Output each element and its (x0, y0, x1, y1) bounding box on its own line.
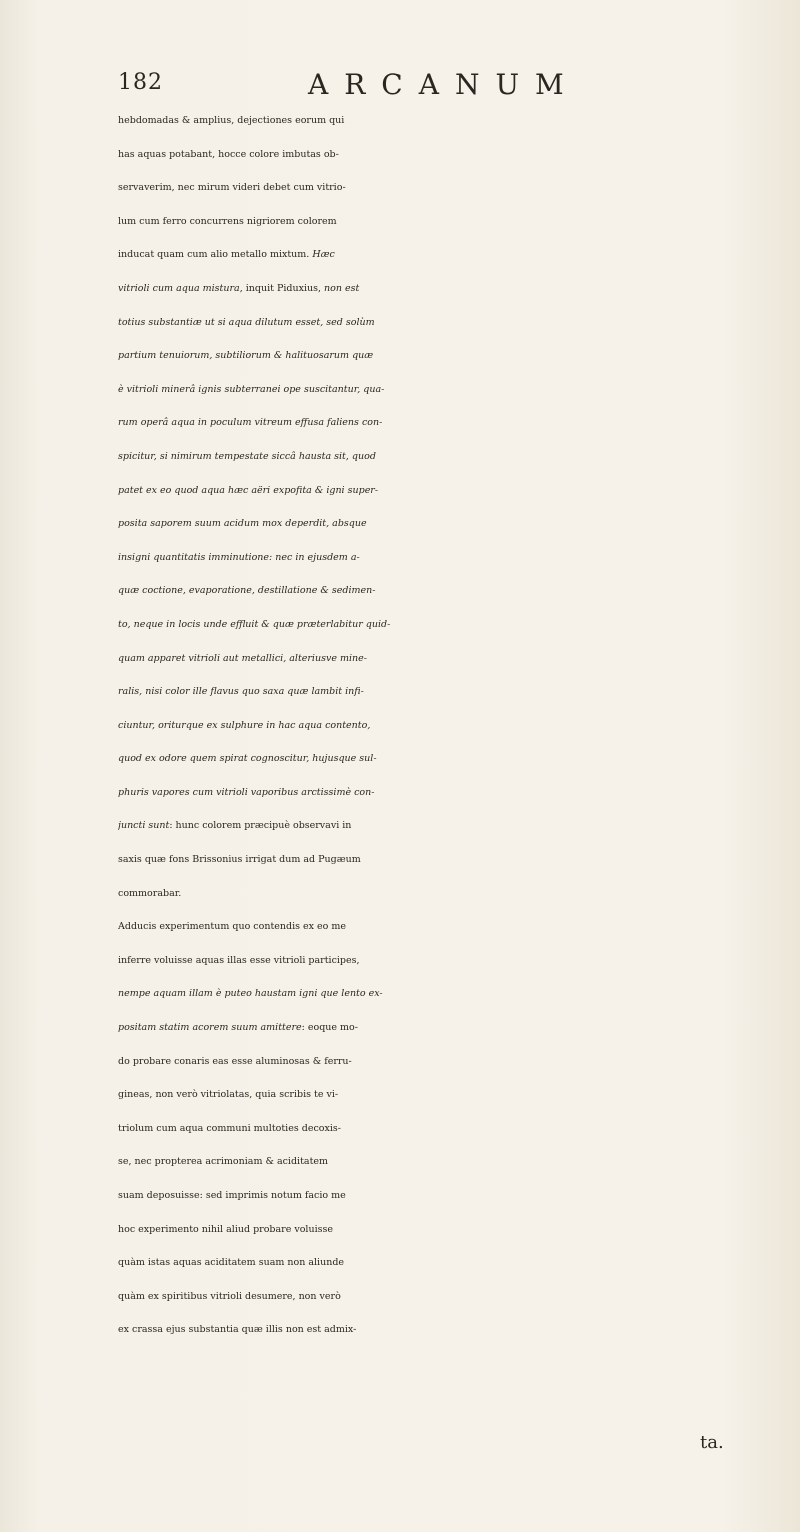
text-line (118, 138, 746, 172)
italic-quote-text: insigni quantitatis imminutione: nec in ejusdem a- (118, 551, 360, 563)
text-line (118, 675, 746, 709)
body-text: , inquit Piduxius, (239, 282, 325, 294)
body-text: inferre voluisse aquas illas esse vitrioli participes, (118, 954, 360, 966)
body-text: servaverim, nec mirum videri debet cum vitrio- (118, 182, 346, 194)
page-number: 182 (118, 70, 163, 95)
body-text: gineas, non verò vitriolatas, quia scribis te vi- (118, 1089, 339, 1101)
italic-quote-text: phuris vapores cum vitrioli vaporibus arctissimè con- (118, 786, 375, 798)
italic-quote-text: rum operâ aqua in poculum vitreum effusa faliens con- (118, 417, 383, 429)
italic-quote-text: posita saporem suum acidum mox deperdit, absque (118, 518, 367, 530)
text-line (118, 1112, 746, 1146)
body-text: hoc experimento nihil aliud probare voluisse (118, 1223, 334, 1235)
body-text: suam deposuisse: sed imprimis notum facio me (118, 1190, 346, 1201)
body-text: inducat quam cum alio metallo mixtum. (118, 249, 313, 261)
italic-quote-text: spicitur, si nimirum tempestate siccâ hausta sit, quod (118, 450, 376, 462)
running-head: ARCANUM (308, 68, 580, 101)
italic-quote-text: quæ coctione, evaporatione, destillatione & sedimen- (118, 585, 376, 597)
body-text: quàm ex spiritibus vitrioli desumere, non verò (118, 1290, 341, 1302)
italic-quote-text: quod ex odore quem spirat cognoscitur, hujusque sul- (118, 753, 377, 765)
italic-quote-text: Hæc (312, 249, 335, 261)
text-line (118, 272, 746, 306)
italic-quote-text: quam apparet vitrioli aut metallici, alteriusve mine- (118, 652, 367, 664)
text-line (118, 944, 746, 978)
text-line (118, 474, 746, 508)
body-text: : eoque mo- (301, 1022, 358, 1034)
italic-quote-text: to, neque in locis unde effluit & quæ præterlabitur quid- (118, 618, 391, 630)
text-line (118, 608, 746, 642)
body-text: has aquas potabant, hocce colore imbutas ob- (118, 148, 339, 160)
body-text: saxis quæ fons Brissonius irrigat dum ad Pugæum (118, 854, 361, 866)
text-line (118, 910, 746, 944)
text-line (118, 742, 746, 776)
text-line (118, 507, 746, 541)
text-line (118, 1280, 746, 1314)
text-line (118, 205, 746, 239)
italic-quote-text: positam statim acorem suum amittere (118, 1022, 302, 1034)
italic-quote-text: vitrioli cum aqua mistura (118, 282, 240, 294)
body-text: lum cum ferro concurrens nigriorem colorem (118, 215, 337, 227)
text-line (118, 776, 746, 810)
body-text: Adducis experimentum quo contendis ex eo me (118, 921, 347, 933)
text-line (118, 1213, 746, 1247)
text-line (118, 709, 746, 743)
text-line (118, 642, 746, 676)
text-line (118, 1145, 746, 1179)
body-text: triolum cum aqua communi multoties decoxis- (118, 1122, 341, 1134)
text-line (118, 1313, 746, 1347)
text-line (118, 1011, 746, 1045)
text-line (118, 574, 746, 608)
text-line (118, 373, 746, 407)
italic-quote-text: ralis, nisi color ille flavus quo saxa quæ lambit infi- (118, 686, 364, 698)
text-line (118, 1179, 746, 1213)
text-line (118, 843, 746, 877)
italic-quote-text: patet ex eo quod aqua hæc aëri expofita & igni super- (118, 484, 379, 496)
body-text: : hunc colorem præcipuè observavi in (169, 820, 352, 832)
body-text: do probare conaris eas esse aluminosas & ferru- (118, 1055, 352, 1067)
text-line (118, 1045, 746, 1079)
italic-quote-text: totius substantiæ ut si aqua dilutum esset, sed solùm (118, 316, 375, 328)
text-line (118, 977, 746, 1011)
text-line (118, 440, 746, 474)
text-line (118, 1078, 746, 1112)
text-line (118, 1246, 746, 1280)
body-text: commorabar. (118, 887, 182, 899)
text-line (118, 171, 746, 205)
text-line (118, 809, 746, 843)
italic-quote-text: juncti sunt (118, 820, 170, 832)
italic-quote-text: è vitrioli minerâ ignis subterranei ope suscitantur, qua- (118, 383, 385, 395)
text-line (118, 104, 746, 138)
body-text: ex crassa ejus substantia quæ illis non est admix- (118, 1324, 357, 1336)
text-line (118, 306, 746, 340)
body-text: hebdomadas & amplius, dejectiones eorum qui (118, 115, 345, 126)
italic-quote-text: non est (324, 282, 360, 294)
text-line (118, 238, 746, 272)
italic-quote-text: partium tenuiorum, subtiliorum & halituosarum quæ (118, 350, 374, 362)
italic-quote-text: nempe aquam illam è puteo haustam igni que lento ex- (118, 988, 383, 1000)
text-line (118, 541, 746, 575)
catchword: ta. (700, 1432, 724, 1453)
body-text: quàm istas aquas aciditatem suam non aliunde (118, 1257, 345, 1269)
text-line (118, 877, 746, 911)
page-body-text (118, 104, 746, 1347)
text-line (118, 406, 746, 440)
italic-quote-text: ciuntur, oriturque ex sulphure in hac aqua contento, (118, 719, 371, 731)
body-text: se, nec propterea acrimoniam & aciditatem (118, 1156, 329, 1168)
text-line (118, 339, 746, 373)
